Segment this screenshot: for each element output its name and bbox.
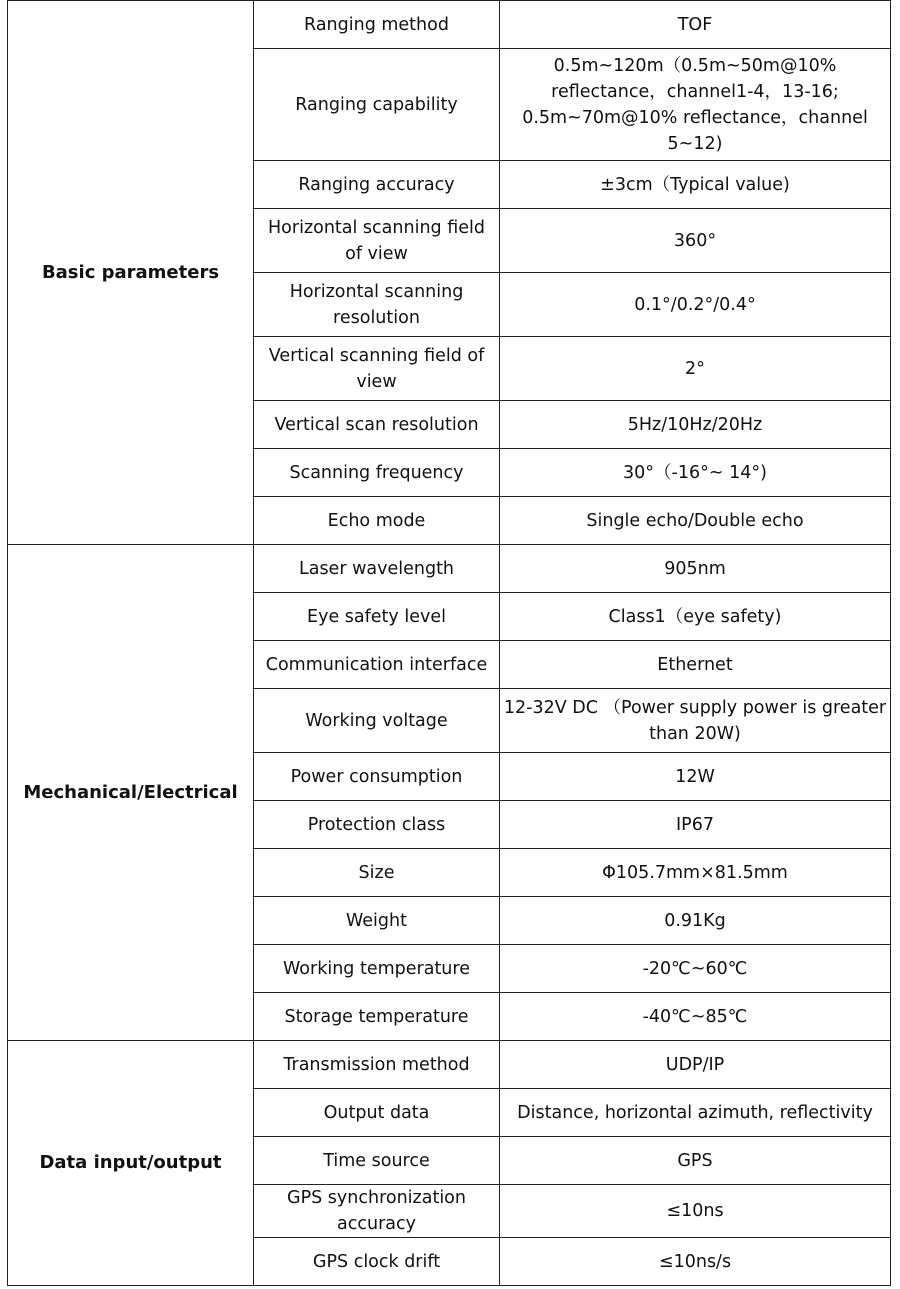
param-value: Φ105.7mm×81.5mm — [500, 849, 891, 897]
param-value: 360° — [500, 209, 891, 273]
section-data-input-output: Data input/output — [8, 1041, 254, 1286]
param-label: Weight — [254, 897, 500, 945]
param-label: Laser wavelength — [254, 545, 500, 593]
param-label: Output data — [254, 1089, 500, 1137]
param-label: Ranging method — [254, 1, 500, 49]
section-mechanical-electrical: Mechanical/Electrical — [8, 545, 254, 1041]
param-value: ±3cm（Typical value) — [500, 161, 891, 209]
param-value: Class1（eye safety) — [500, 593, 891, 641]
param-value: ≤10ns — [500, 1185, 891, 1238]
param-label: Ranging accuracy — [254, 161, 500, 209]
param-label: Horizontal scanning resolution — [254, 273, 500, 337]
param-label: Size — [254, 849, 500, 897]
param-label: Vertical scan resolution — [254, 401, 500, 449]
param-label: Scanning frequency — [254, 449, 500, 497]
param-label: Eye safety level — [254, 593, 500, 641]
param-label: Vertical scanning field of view — [254, 337, 500, 401]
param-label: Horizontal scanning field of view — [254, 209, 500, 273]
param-value: -40℃~85℃ — [500, 993, 891, 1041]
param-value: 0.1°/0.2°/0.4° — [500, 273, 891, 337]
param-label: GPS synchronization accuracy — [254, 1185, 500, 1238]
param-value: 0.91Kg — [500, 897, 891, 945]
param-value: Ethernet — [500, 641, 891, 689]
spec-table — [7, 0, 891, 1286]
param-value: ≤10ns/s — [500, 1238, 891, 1286]
param-label: Time source — [254, 1137, 500, 1185]
param-label: Communication interface — [254, 641, 500, 689]
param-label: Working temperature — [254, 945, 500, 993]
param-value: -20℃~60℃ — [500, 945, 891, 993]
table-row — [8, 1, 891, 49]
param-label: Ranging capability — [254, 49, 500, 161]
param-value: 0.5m~120m（0.5m~50m@10% reflectance，channel1-4，13-16; 0.5m~70m@10% reflectance，channel 5~12) — [500, 49, 891, 161]
param-value: 2° — [500, 337, 891, 401]
param-value: Distance, horizontal azimuth, reflectivity — [500, 1089, 891, 1137]
param-label: Working voltage — [254, 689, 500, 753]
param-value: 905nm — [500, 545, 891, 593]
table-row — [8, 1041, 891, 1089]
param-value: 30°（-16°~ 14°) — [500, 449, 891, 497]
param-value: 12W — [500, 753, 891, 801]
param-label: Echo mode — [254, 497, 500, 545]
param-label: GPS clock drift — [254, 1238, 500, 1286]
param-label: Transmission method — [254, 1041, 500, 1089]
param-label: Protection class — [254, 801, 500, 849]
param-value: 5Hz/10Hz/20Hz — [500, 401, 891, 449]
section-basic-parameters: Basic parameters — [8, 1, 254, 545]
param-value: IP67 — [500, 801, 891, 849]
param-value: GPS — [500, 1137, 891, 1185]
param-value: Single echo/Double echo — [500, 497, 891, 545]
param-value: UDP/IP — [500, 1041, 891, 1089]
param-label: Storage temperature — [254, 993, 500, 1041]
param-value: TOF — [500, 1, 891, 49]
param-value: 12-32V DC （Power supply power is greater than 20W) — [500, 689, 891, 753]
param-label: Power consumption — [254, 753, 500, 801]
table-row — [8, 545, 891, 593]
